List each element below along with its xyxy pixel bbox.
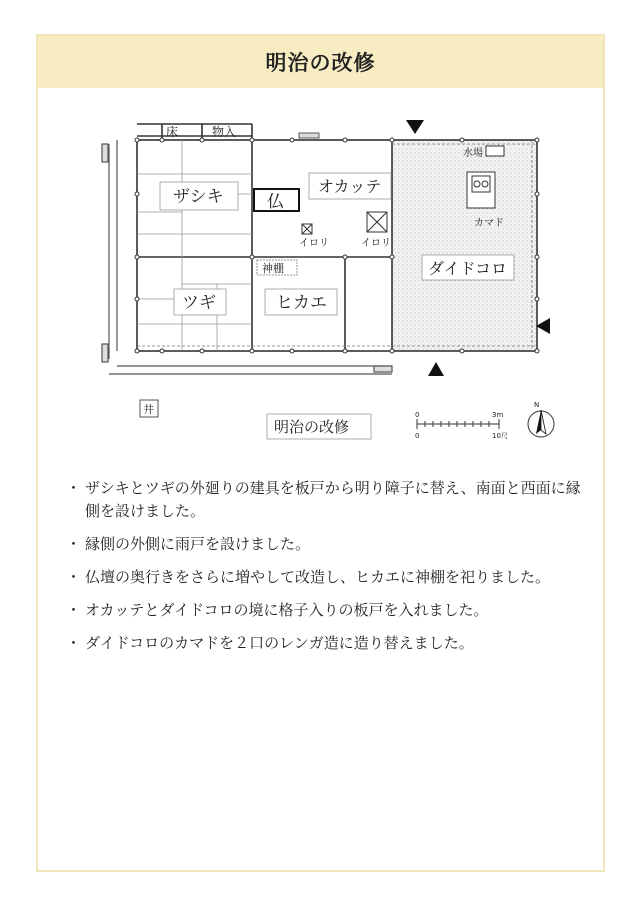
note-item: ・ オカッテとダイドコロの境に格子入りの板戸を入れました。: [66, 599, 586, 622]
entrance-arrow-bottom: [428, 362, 444, 376]
label-butsu: 仏: [267, 192, 284, 212]
label-tsugi: ツギ: [182, 293, 216, 313]
note-item: ・ 縁側の外側に雨戸を設けました。: [66, 533, 586, 556]
label-well: 井: [143, 403, 154, 416]
plan-caption: 明治の改修: [274, 418, 350, 436]
label-irori-2: イロリ: [361, 238, 391, 249]
title-bar: [38, 36, 603, 88]
label-irori-1: イロリ: [299, 238, 329, 249]
scale-zero-top: 0: [415, 411, 420, 419]
north-label: N: [534, 401, 540, 409]
entrance-arrow-right: [536, 318, 550, 334]
label-zashiki: ザシキ: [173, 187, 224, 207]
floor-plan-drawing: [62, 84, 582, 454]
label-toko: 床: [166, 125, 179, 139]
scale-end-top: 3m: [492, 411, 504, 419]
note-item: ・ 仏壇の奥行きをさらに増やして改造し、ヒカエに神棚を祀りました。: [66, 566, 586, 589]
irori-large: [367, 212, 387, 232]
mizuba-basin: [486, 146, 504, 156]
label-mononire: 物入: [212, 125, 237, 139]
north-arrow-icon: [528, 410, 554, 437]
notes-list: [66, 477, 586, 665]
floor-plan: [62, 84, 582, 454]
label-hikae: ヒカエ: [276, 293, 327, 313]
page-title: 明治の改修: [265, 51, 376, 75]
tatami-lines: [137, 140, 252, 351]
note-item: ・ ザシキとツギの外廻りの建具を板戸から明り障子に替え、南面と西面に縁側を設けました。: [66, 477, 586, 523]
label-mizuba: 水場: [463, 148, 483, 159]
daidokoro-floor: [392, 140, 537, 351]
scale-bar: [417, 419, 499, 429]
entrance-arrow-top: [406, 120, 424, 134]
kamado: [467, 172, 495, 208]
label-kamado: カマド: [474, 218, 504, 229]
label-kamidana: 神棚: [262, 262, 284, 275]
label-daidokoro: ダイドコロ: [428, 259, 508, 278]
scale-end-bottom: 10尺: [492, 432, 508, 440]
label-okatte: オカッテ: [318, 177, 382, 196]
scale-zero-bottom: 0: [415, 432, 420, 440]
note-item: ・ ダイドコロのカマドを２口のレンガ造に造り替えました。: [66, 632, 586, 655]
irori-small: [302, 224, 312, 234]
